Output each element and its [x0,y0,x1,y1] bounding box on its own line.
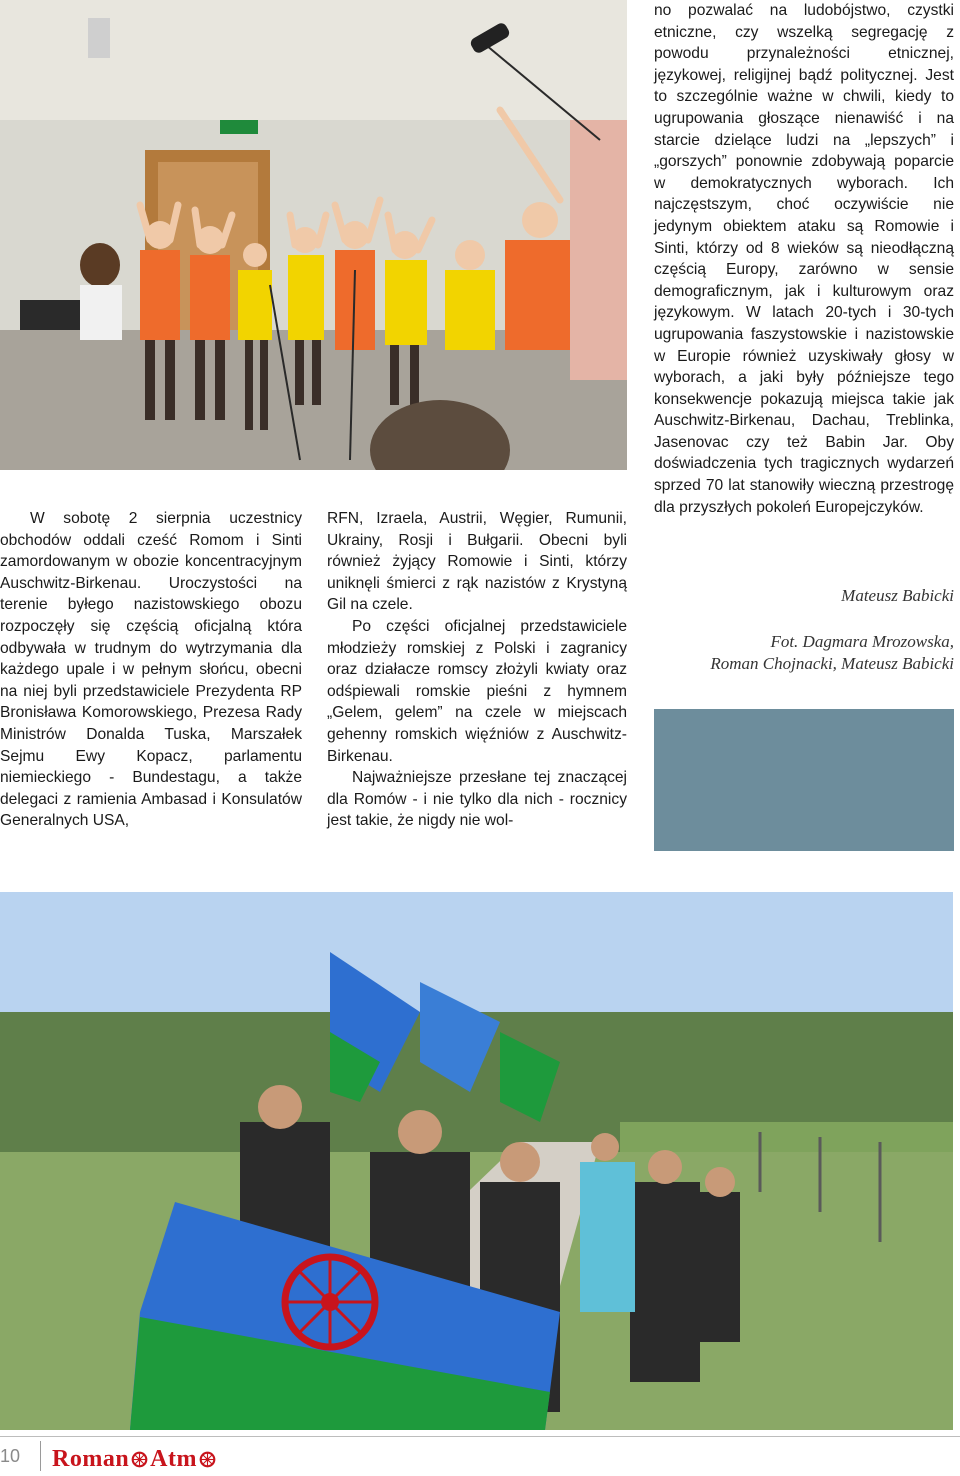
footer-rule [0,1436,960,1437]
chakra-wheel-icon [199,1451,216,1468]
decorative-accent-box [654,709,954,851]
masthead-text: Atm [150,1445,197,1472]
paragraph: RFN, Izraela, Austrii, Węgier, Rumunii, Ukrainy, Rosji i Bułgarii. Obecni byli również żyjący Romowie i Sinti, którzy uniknęli śmierci z rąk nazistów z Krystyną Gil na czele. [327,510,627,614]
photo-credits-line: Fot. Dagmara Mrozowska, [770,632,954,651]
footer-divider [40,1441,41,1471]
author-signature: Mateusz Babicki [841,586,954,605]
article-column-2 [327,508,627,832]
photo-credits-line: Roman Chojnacki, Mateusz Babicki [710,654,954,673]
paragraph: Po części oficjalnej przedstawiciele młodzieży romskiej z Polski i zagranicy oraz działacze romscy złożyli kwiaty oraz odśpiewali romskie pieśni z hymnem „Gelem, gelem” na czele w miejscach gehenny romskich więźniów z Auschwitz-Birkenau. [327,617,627,765]
paragraph: W sobotę 2 sierpnia uczestnicy obchodów oddali cześć Romom i Sinti zamordowanym w obozie koncentracyjnym Auschwitz-Birkenau. Uroczystości na terenie byłego nazistowskiego obozu rozpoczęły się częścią oficjalną która odbywała w trudnym do wytrzymania dla każdego upale i w pełnym słońcu, obecni na niej byli przedstawiciele Prezydenta RP Bronisława Komorowskiego, Prezesa Rady Ministrów Donalda Tuska, Marszałek Sejmu Ewy Kopacz, parlamentu niemieckiego - Bundestagu, a także delegaci z ramienia Ambasad i Konsulatów Generalnych USA, [0,510,302,830]
photo-children-singing [0,0,627,470]
photo-march-with-flags [0,892,953,1430]
photo-credits [654,631,954,675]
paragraph: Najważniejsze przesłane tej znaczącej dla Romów - i nie tylko dla nich - rocznicy jest takie, że nigdy nie wol- [327,769,627,830]
chakra-wheel-icon [131,1451,148,1468]
masthead-text: Roman [52,1445,130,1472]
article-column-3 [654,0,954,518]
article-column-1 [0,508,302,832]
page-number: 10 [0,1446,21,1466]
masthead-logo [52,1444,218,1474]
paragraph: no pozwalać na ludobójstwo, czystki etniczne, czy wszelką segregację z powodu przynależności etnicznej, językowej, religijnej bądź politycznej. Jest to szczególnie ważne w chwili, kiedy to ugrupowania głoszące nienawiść i na starcie dzielące ludzi na „lepszych” i „gorszych” ponownie zdobywają poparcie w demokratycznych wyborach. Ich najczęstszym, choć oczywiście nie jedynym obiektem ataku są Romowie i Sinti, którzy od 8 wieków są nieodłączną częścią Europy, zarówno w sensie demograficznym, jak i kulturowym oraz językowym. W latach 20-tych i 30-tych ugrupowania faszystowskie i nazistowskie w Europie również uzyskiwały głosy w wyborach, a jaki były późniejsze tego konsekwencje pokazują miejsca takie jak Auschwitz-Birkenau, Dachau, Treblinka, Jasenovac czy też Babin Jar. Oby doświadczenia tych tragicznych wydarzeń sprzed 70 lat stanowiły wieczną przestrogę dla przyszłych pokoleń Europejczyków. [654,2,954,516]
